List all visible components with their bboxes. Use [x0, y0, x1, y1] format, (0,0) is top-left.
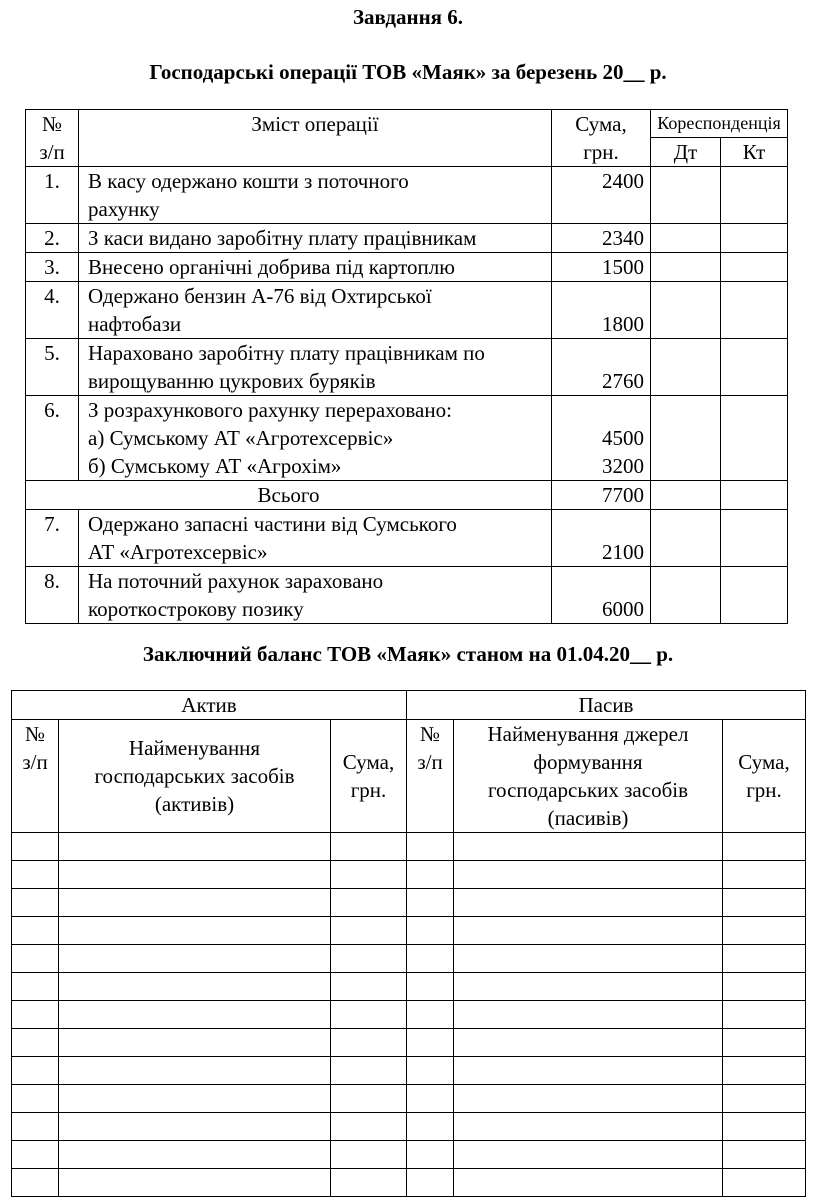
liability-num-cell[interactable] [407, 1169, 454, 1197]
operation-description [79, 396, 552, 481]
liability-name-cell[interactable] [454, 945, 723, 973]
description-line: З каси видано заробітну плату працівникам [88, 226, 477, 250]
table-row [26, 481, 788, 510]
liability-sum-cell[interactable] [723, 973, 806, 1001]
row-number: 3. [26, 253, 79, 282]
credit-cell[interactable] [721, 282, 788, 339]
description-line: Нараховано заробітну плату працівникам по [88, 341, 485, 365]
operation-description [79, 510, 552, 567]
liability-sum-cell[interactable] [723, 1113, 806, 1141]
sum-value: 2400 [602, 169, 644, 193]
table-row [12, 1141, 806, 1169]
row-number: 7. [26, 510, 79, 567]
table-row [26, 167, 788, 224]
description-line: вирощуванню цукрових буряків [88, 369, 376, 393]
operation-sum [552, 567, 651, 624]
row-number: 6. [26, 396, 79, 481]
asset-name-cell[interactable] [59, 1057, 331, 1085]
description-line: АТ «Агротехсервіс» [88, 540, 268, 564]
asset-sum-cell[interactable] [331, 945, 407, 973]
credit-cell[interactable] [721, 339, 788, 396]
table-row [12, 1113, 806, 1141]
table-row [26, 510, 788, 567]
operations-table [25, 109, 788, 624]
credit-cell[interactable] [721, 167, 788, 224]
asset-sum-cell[interactable] [331, 1085, 407, 1113]
description-line: Одержано запасні частини від Сумського [88, 512, 457, 536]
asset-name-cell[interactable] [59, 917, 331, 945]
debit-cell[interactable] [651, 567, 721, 624]
balance-title: Заключний баланс ТОВ «Маяк» станом на 01.04.20__ р. [142, 642, 674, 666]
asset-sum-cell[interactable] [331, 917, 407, 945]
debit-cell[interactable] [651, 167, 721, 224]
correspondence-header: Кореспонденція [651, 110, 788, 138]
operation-sum [552, 510, 651, 567]
description-line: б) Сумському АТ «Агрохім» [88, 454, 342, 478]
asset-num-header: № з/п [12, 720, 59, 833]
asset-sum-cell[interactable] [331, 889, 407, 917]
operation-description [79, 567, 552, 624]
credit-cell[interactable] [721, 510, 788, 567]
asset-sum-cell[interactable] [331, 1141, 407, 1169]
sum-value: 2340 [602, 226, 644, 250]
liability-num-cell[interactable] [407, 973, 454, 1001]
asset-name-cell[interactable] [59, 1001, 331, 1029]
num-header: № з/п [26, 110, 79, 167]
description-line: нафтобази [88, 312, 182, 336]
liability-name-cell[interactable] [454, 1169, 723, 1197]
debit-cell[interactable] [651, 481, 721, 510]
credit-cell[interactable] [721, 567, 788, 624]
asset-num-cell[interactable] [12, 1029, 59, 1057]
credit-header: Кт [721, 138, 788, 167]
total-label: Всього [26, 481, 552, 510]
sum-value: 2760 [602, 369, 644, 393]
liability-num-header: № з/п [407, 720, 454, 833]
operation-sum [552, 167, 651, 224]
liability-name-cell[interactable] [454, 1057, 723, 1085]
liability-sum-cell[interactable] [723, 889, 806, 917]
debit-cell[interactable] [651, 339, 721, 396]
table-row [12, 945, 806, 973]
asset-num-cell[interactable] [12, 833, 59, 861]
credit-cell[interactable] [721, 253, 788, 282]
liability-sum-cell[interactable] [723, 917, 806, 945]
table-row [26, 339, 788, 396]
asset-name-cell[interactable] [59, 973, 331, 1001]
row-number: 8. [26, 567, 79, 624]
description-line: На поточний рахунок зараховано [88, 569, 384, 593]
liability-name-cell[interactable] [454, 1085, 723, 1113]
sum-value: 2100 [602, 540, 644, 564]
table-row [26, 396, 788, 481]
operation-sum [552, 339, 651, 396]
operations-title: Господарські операції ТОВ «Маяк» за березень 20__ р. [149, 60, 667, 84]
liability-num-cell[interactable] [407, 1085, 454, 1113]
table-row [12, 1001, 806, 1029]
liability-name-cell[interactable] [454, 889, 723, 917]
total-sum: 7700 [552, 481, 651, 510]
debit-header: Дт [651, 138, 721, 167]
liability-num-cell[interactable] [407, 1057, 454, 1085]
asset-num-cell[interactable] [12, 1113, 59, 1141]
asset-sum-cell[interactable] [331, 833, 407, 861]
debit-cell[interactable] [651, 253, 721, 282]
asset-name-cell[interactable] [59, 861, 331, 889]
table-row [12, 917, 806, 945]
liability-name-cell[interactable] [454, 1029, 723, 1057]
row-number: 5. [26, 339, 79, 396]
operation-sum [552, 253, 651, 282]
liability-name-cell[interactable] [454, 1001, 723, 1029]
liability-sum-cell[interactable] [723, 1141, 806, 1169]
liability-num-cell[interactable] [407, 945, 454, 973]
credit-cell[interactable] [721, 396, 788, 481]
credit-cell[interactable] [721, 481, 788, 510]
liability-sum-cell[interactable] [723, 1085, 806, 1113]
asset-sum-cell[interactable] [331, 973, 407, 1001]
liability-num-cell[interactable] [407, 889, 454, 917]
liability-sum-cell[interactable] [723, 833, 806, 861]
liability-num-cell[interactable] [407, 1113, 454, 1141]
liability-num-cell[interactable] [407, 1141, 454, 1169]
asset-sum-cell[interactable] [331, 1057, 407, 1085]
operation-description [79, 253, 552, 282]
operation-sum [552, 396, 651, 481]
table-row [12, 833, 806, 861]
operation-description [79, 339, 552, 396]
liability-name-cell[interactable] [454, 917, 723, 945]
asset-sum-cell[interactable] [331, 1029, 407, 1057]
asset-num-cell[interactable] [12, 945, 59, 973]
content-header: Зміст операції [79, 110, 552, 167]
asset-num-cell[interactable] [12, 1141, 59, 1169]
asset-sum-cell[interactable] [331, 861, 407, 889]
asset-sum-header: Сума, грн. [331, 720, 407, 833]
table-row [26, 253, 788, 282]
description-line: рахунку [88, 197, 160, 221]
description-line: Одержано бензин А-76 від Охтирської [88, 284, 432, 308]
liability-name-cell[interactable] [454, 833, 723, 861]
sum-header: Сума, грн. [552, 110, 651, 167]
sum-value: 1500 [602, 255, 644, 279]
liability-sum-cell[interactable] [723, 945, 806, 973]
asset-num-cell[interactable] [12, 917, 59, 945]
debit-cell[interactable] [651, 396, 721, 481]
asset-sum-cell[interactable] [331, 1169, 407, 1197]
operation-sum [552, 282, 651, 339]
liability-sum-cell[interactable] [723, 1169, 806, 1197]
asset-num-cell[interactable] [12, 1085, 59, 1113]
table-row [12, 973, 806, 1001]
liability-name-cell[interactable] [454, 1113, 723, 1141]
credit-cell[interactable] [721, 224, 788, 253]
description-line: короткострокову позику [88, 597, 304, 621]
asset-name-cell[interactable] [59, 1029, 331, 1057]
liability-header: Пасив [407, 691, 806, 720]
table-row [26, 224, 788, 253]
task-title: Завдання 6. [352, 5, 464, 29]
sum-value: 6000 [602, 597, 644, 621]
table-row [12, 1169, 806, 1197]
asset-name-cell[interactable] [59, 833, 331, 861]
description-line: а) Сумському АТ «Агротехсервіс» [88, 426, 394, 450]
liability-sum-cell[interactable] [723, 1057, 806, 1085]
row-number: 1. [26, 167, 79, 224]
table-row [26, 567, 788, 624]
liability-name-cell[interactable] [454, 861, 723, 889]
debit-cell[interactable] [651, 282, 721, 339]
asset-num-cell[interactable] [12, 1057, 59, 1085]
asset-name-cell[interactable] [59, 1085, 331, 1113]
operation-description [79, 167, 552, 224]
liability-name-cell[interactable] [454, 1141, 723, 1169]
asset-sum-cell[interactable] [331, 1001, 407, 1029]
sum-value: 4500 [602, 426, 644, 450]
asset-name-cell[interactable] [59, 1169, 331, 1197]
asset-num-cell[interactable] [12, 1169, 59, 1197]
operation-description [79, 282, 552, 339]
description-line: Внесено органічні добрива під картоплю [88, 255, 455, 279]
debit-cell[interactable] [651, 224, 721, 253]
table-row [12, 1085, 806, 1113]
row-number: 2. [26, 224, 79, 253]
row-number: 4. [26, 282, 79, 339]
table-row [26, 282, 788, 339]
asset-name-cell[interactable] [59, 945, 331, 973]
asset-name-header: Найменування господарських засобів (активів) [59, 720, 331, 833]
liability-sum-cell[interactable] [723, 861, 806, 889]
asset-num-cell[interactable] [12, 973, 59, 1001]
liability-sum-header: Сума, грн. [723, 720, 806, 833]
asset-name-cell[interactable] [59, 1141, 331, 1169]
asset-num-cell[interactable] [12, 1001, 59, 1029]
liability-num-cell[interactable] [407, 833, 454, 861]
liability-sum-cell[interactable] [723, 1029, 806, 1057]
asset-num-cell[interactable] [12, 861, 59, 889]
asset-name-cell[interactable] [59, 1113, 331, 1141]
balance-table [11, 690, 806, 1197]
asset-header: Актив [12, 691, 407, 720]
operation-description [79, 224, 552, 253]
liability-sum-cell[interactable] [723, 1001, 806, 1029]
table-row [12, 1029, 806, 1057]
description-line: В касу одержано кошти з поточного [88, 169, 409, 193]
table-row [12, 1057, 806, 1085]
debit-cell[interactable] [651, 510, 721, 567]
liability-name-cell[interactable] [454, 973, 723, 1001]
liability-num-cell[interactable] [407, 1001, 454, 1029]
description-line: З розрахункового рахунку перераховано: [88, 398, 452, 422]
liability-name-header: Найменування джерел формування господарських засобів (пасивів) [454, 720, 723, 833]
sum-value: 3200 [602, 454, 644, 478]
liability-num-cell[interactable] [407, 917, 454, 945]
asset-name-cell[interactable] [59, 889, 331, 917]
liability-num-cell[interactable] [407, 1029, 454, 1057]
operation-sum [552, 224, 651, 253]
table-row [12, 889, 806, 917]
operations-header-row [26, 110, 788, 138]
asset-sum-cell[interactable] [331, 1113, 407, 1141]
sum-value: 1800 [602, 312, 644, 336]
table-row [12, 861, 806, 889]
liability-num-cell[interactable] [407, 861, 454, 889]
asset-num-cell[interactable] [12, 889, 59, 917]
